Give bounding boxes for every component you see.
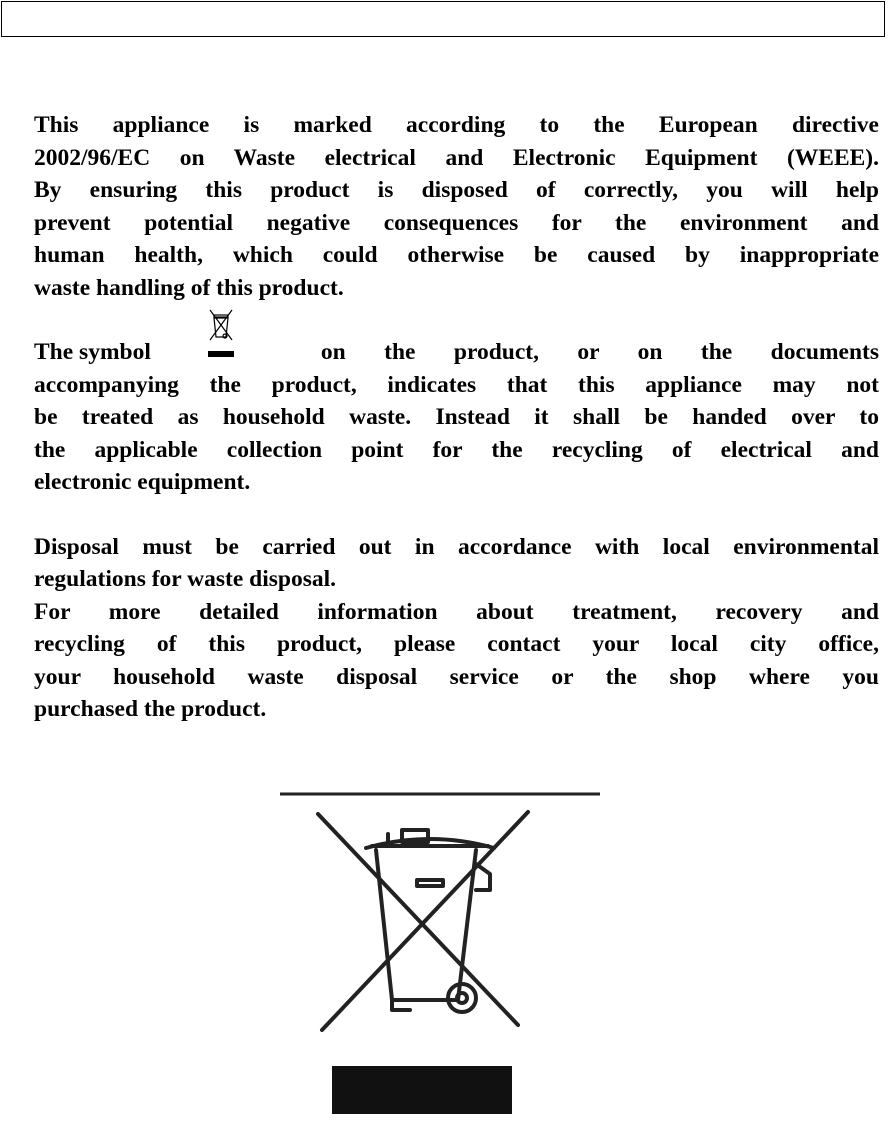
text-line: regulations for waste disposal. xyxy=(34,566,337,592)
text-line: By ensuring this product is disposed of correctly, you will help xyxy=(34,177,879,203)
text-line: This appliance is marked according to the European directive xyxy=(34,112,879,138)
text-line: 2002/96/EC on Waste electrical and Electronic Equipment (WEEE). xyxy=(34,144,879,171)
header-box xyxy=(1,1,885,37)
small-icon-wrap xyxy=(151,337,321,369)
text-line: recycling of this product, please contact your local city office, xyxy=(34,631,879,657)
text-line: your household waste disposal service or the shop where you xyxy=(34,663,879,690)
weee-crossed-bin-icon xyxy=(205,307,237,363)
text-line: purchased the product. xyxy=(34,696,267,722)
text-line: the applicable collection point for the recycling of electrical and xyxy=(34,436,879,463)
text-line: be treated as household waste. Instead it shall be handed over to xyxy=(34,404,879,430)
paragraph-more-info xyxy=(34,596,879,726)
text-line: accompanying the product, indicates that this appliance may not xyxy=(34,371,879,398)
paragraph-weee-directive xyxy=(34,109,879,304)
text-line: Disposal must be carried out in accordance with local environmental xyxy=(34,533,879,560)
text-line: prevent potential negative consequences for the environment and xyxy=(34,209,879,236)
text-line: electronic equipment. xyxy=(34,469,251,495)
text-fragment: on the product, or on the documents xyxy=(320,339,879,365)
weee-notice xyxy=(34,109,879,726)
weee-crossed-bin-icon xyxy=(280,790,604,1120)
paragraph-disposal xyxy=(34,531,879,596)
text-line: For more detailed information about treatment, recovery and xyxy=(34,598,879,625)
text-line: waste handling of this product. xyxy=(34,274,344,301)
text-line: human health, which could otherwise be caused by inappropriate xyxy=(34,242,879,268)
symbol-line xyxy=(34,336,879,369)
text-fragment: The symbol xyxy=(34,339,151,365)
paragraph-symbol-meaning xyxy=(34,336,879,499)
